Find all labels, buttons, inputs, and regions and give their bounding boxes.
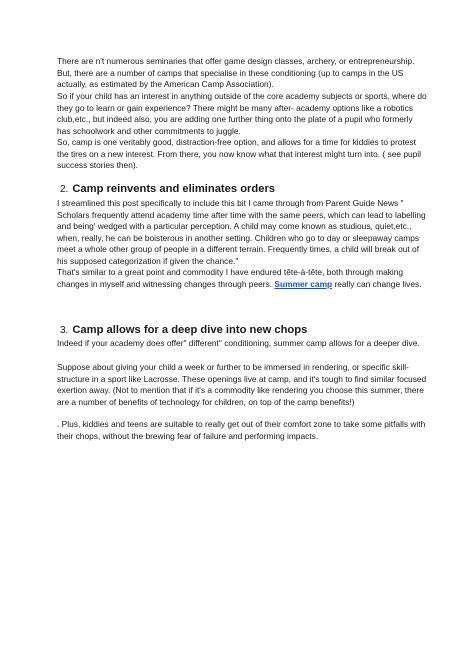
paragraph-quote: I streamlined this post specifically to include this bit I came through from Parent Guide News " Scholars frequently attend academy time after time with the same peers, which can lead to labelling and being' wedged with a particular perception. A child may come known as studious, quiet,etc., when, really, he can be boisterous in another setting. Children who go to day or sleepaway camps meet a whole other group of people in a different terrain. Frequently times, a child will break out of his supposed categorization if given the chance." — [57, 198, 426, 266]
paragraph-deeper-dive: Indeed if your academy does offer" different" conditioning, summer camp allows for a deeper dive. — [57, 338, 420, 348]
heading-text: Camp reinvents and eliminates orders — [72, 183, 276, 195]
paragraph-immersion: Suppose about giving your child a week or further to be immersed in rendering, or specific skill- structure in a sport like Lacrosse. These openings live at camp, and it's tough to find similar focused exertion away. (Not to mention that if it's a commodity like rendering you choose this summer, there are a number of benefits of technology for children, on top of the camp benefits!) — [57, 362, 427, 407]
section-heading-2 — [60, 183, 275, 195]
heading-number: 3. — [60, 325, 69, 336]
heading-text: Camp allows for a deep dive into new chops — [72, 324, 308, 336]
summer-camp-link[interactable]: Summer camp — [274, 278, 333, 289]
paragraph-distraction-free: So, camp is one veritably good, distraction-free option, and allows for a time for kiddies to protest the tires on a new interest. From there, you now know what that interest might turn into. ( see pupil success stories then). — [57, 137, 422, 171]
paragraph-interest: So if your child has an interest in anything outside of the core academy subjects or sports, where do they go to learn or gain experience? There might be many after- academy options like a robotics club,etc., but indeed also, you are adding one further thing onto the plate of a pupil who formerly has schoolwork and other commitments to juggle. — [57, 91, 427, 136]
paragraph-seminaries: There are n't numerous seminaries that offer game design classes, archery, or entrepreneurship. But, there are a number of camps that specialise in these conditioning (up to camps in the US actually, as estimated by the American Camp Association). — [57, 56, 415, 90]
heading-number: 2. — [60, 184, 69, 195]
section-heading-3 — [60, 324, 307, 336]
paragraph-summer-camp — [57, 267, 427, 290]
paragraph-text-after: really can change lives. — [332, 278, 422, 289]
paragraph-text-before: That's similar to a great point and commodity I have endured tête-à-tête, both through making changes in myself and witnessing changes through peers. — [57, 267, 404, 289]
paragraph-comfort-zone: . Plus, kiddies and teens are suitable to really get out of their comfort zone to take some pitfalls with their chops, without the brewing fear of failure and performing impacts. — [57, 419, 426, 441]
